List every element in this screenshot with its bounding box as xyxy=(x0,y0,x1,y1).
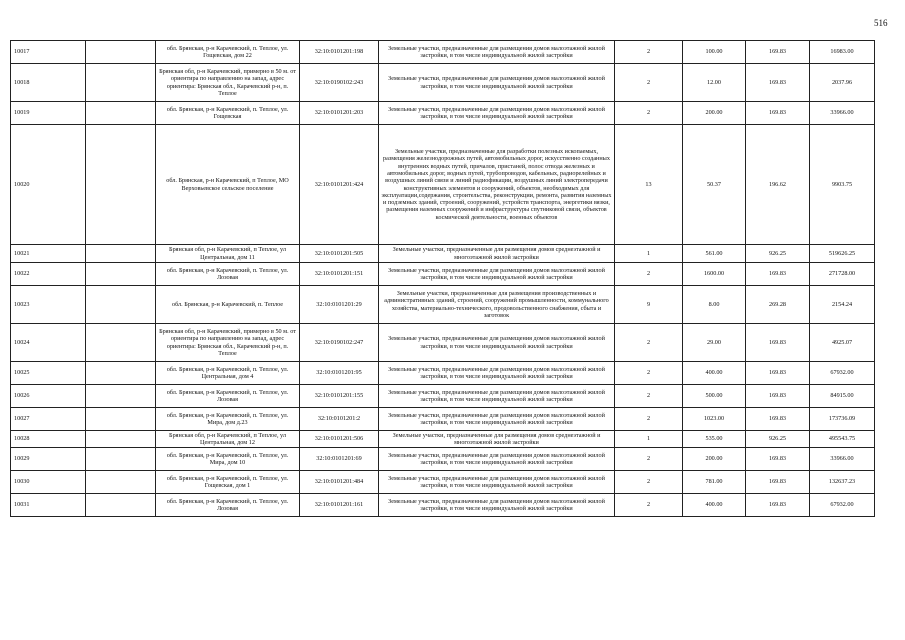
rate-cell: 169.83 xyxy=(746,263,810,286)
area-cell: 535.00 xyxy=(683,431,746,448)
empty-cell xyxy=(86,408,156,431)
rate-cell: 926.25 xyxy=(746,245,810,263)
table-row xyxy=(11,494,875,517)
cadastral-value-cell: 271728.00 xyxy=(810,263,875,286)
area-cell: 29.00 xyxy=(683,324,746,362)
area-cell: 200.00 xyxy=(683,102,746,125)
cadastral-number-cell: 32:10:0101201:155 xyxy=(300,385,379,408)
purpose-code-cell: 2 xyxy=(615,263,683,286)
land-purpose-cell: Земельные участки, предназначенные для размещения домов среднеэтажной и многоэтажной жилой застройки xyxy=(379,245,615,263)
cadastral-value-cell: 9903.75 xyxy=(810,125,875,245)
table-row xyxy=(11,245,875,263)
land-purpose-cell: Земельные участки, предназначенные для размещения домов среднеэтажной и многоэтажной жилой застройки xyxy=(379,431,615,448)
land-purpose-cell: Земельные участки, предназначенные для размещения домов малоэтажной жилой застройки, в том числе индивидуальной жилой застройки xyxy=(379,448,615,471)
table-row xyxy=(11,286,875,324)
rate-cell: 169.83 xyxy=(746,494,810,517)
empty-cell xyxy=(86,324,156,362)
table-row xyxy=(11,125,875,245)
land-purpose-cell: Земельные участки, предназначенные для размещения домов малоэтажной жилой застройки, в том числе индивидуальной жилой застройки xyxy=(379,102,615,125)
table-row xyxy=(11,263,875,286)
cadastral-number-cell: 32:10:0101201:29 xyxy=(300,286,379,324)
empty-cell xyxy=(86,494,156,517)
empty-cell xyxy=(86,431,156,448)
purpose-code-cell: 1 xyxy=(615,431,683,448)
row-number-cell: 10019 xyxy=(11,102,86,125)
rate-cell: 169.83 xyxy=(746,41,810,64)
row-number-cell: 10017 xyxy=(11,41,86,64)
table-row xyxy=(11,362,875,385)
area-cell: 500.00 xyxy=(683,385,746,408)
purpose-code-cell: 1 xyxy=(615,245,683,263)
rate-cell: 269.28 xyxy=(746,286,810,324)
land-purpose-cell: Земельные участки, предназначенные для размещения домов малоэтажной жилой застройки, в том числе индивидуальной жилой застройки xyxy=(379,471,615,494)
land-purpose-cell: Земельные участки, предназначенные для размещения домов малоэтажной жилой застройки, в том числе индивидуальной жилой застройки xyxy=(379,385,615,408)
row-number-cell: 10031 xyxy=(11,494,86,517)
row-number-cell: 10024 xyxy=(11,324,86,362)
purpose-code-cell: 2 xyxy=(615,41,683,64)
row-number-cell: 10027 xyxy=(11,408,86,431)
row-number-cell: 10025 xyxy=(11,362,86,385)
address-cell: Брянская обл, р-н Карачевский, п Теплое, ул Центральная, дом 12 xyxy=(156,431,300,448)
land-purpose-cell: Земельные участки, предназначенные для разработки полезных ископаемых, размещения железнодорожных путей, автомобильных дорог, искусственно созданных внутренних водных путей, причалов, пристаней, полос отвода железных и автомобильных дорог, водных путей, трубопроводов, кабельных, радиорелейных и воздушных линий связи и линий радиофикации, воздушных линий электропередачи конструктивных элементов и сооружений, объектов, необходимых для эксплуатации,содержания, строительства, реконструкции, ремонта, развития наземных и подземных зданий, строений, сооружений, устройств транспорта, энергетики вязки, размещения наземных сооружений и инфраструктуры спутниковой связи, объектов космической деятельности, военных объектов xyxy=(379,125,615,245)
land-purpose-cell: Земельные участки, предназначенные для размещения домов малоэтажной жилой застройки, в том числе индивидуальной жилой застройки xyxy=(379,41,615,64)
empty-cell xyxy=(86,41,156,64)
page-number: 516 xyxy=(874,18,888,28)
rate-cell: 169.83 xyxy=(746,102,810,125)
rate-cell: 196.62 xyxy=(746,125,810,245)
empty-cell xyxy=(86,448,156,471)
cadastral-value-cell: 16983.00 xyxy=(810,41,875,64)
land-purpose-cell: Земельные участки, предназначенные для размещения домов малоэтажной жилой застройки, в том числе индивидуальной жилой застройки xyxy=(379,324,615,362)
cadastral-number-cell: 32:10:0190102:247 xyxy=(300,324,379,362)
cadastral-value-cell: 2154.24 xyxy=(810,286,875,324)
cadastral-value-cell: 33966.00 xyxy=(810,448,875,471)
cadastral-value-cell: 84915.00 xyxy=(810,385,875,408)
area-cell: 400.00 xyxy=(683,494,746,517)
cadastral-number-cell: 32:10:0101201:484 xyxy=(300,471,379,494)
row-number-cell: 10030 xyxy=(11,471,86,494)
empty-cell xyxy=(86,245,156,263)
table-body xyxy=(11,41,875,517)
area-cell: 200.00 xyxy=(683,448,746,471)
table-row xyxy=(11,324,875,362)
empty-cell xyxy=(86,263,156,286)
purpose-code-cell: 13 xyxy=(615,125,683,245)
table-row xyxy=(11,41,875,64)
empty-cell xyxy=(86,64,156,102)
cadastral-value-cell: 173736.09 xyxy=(810,408,875,431)
cadastral-value-cell: 67932.00 xyxy=(810,362,875,385)
address-cell: обл. Брянская, р-н Карачевский, п. Теплое, ул. Лозовая xyxy=(156,385,300,408)
table-row xyxy=(11,408,875,431)
cadastral-number-cell: 32:10:0190102:243 xyxy=(300,64,379,102)
row-number-cell: 10023 xyxy=(11,286,86,324)
area-cell: 1023.00 xyxy=(683,408,746,431)
table-row xyxy=(11,431,875,448)
address-cell: Брянская обл, р-н Карачевский, п Теплое, ул Центральная, дом 11 xyxy=(156,245,300,263)
empty-cell xyxy=(86,125,156,245)
address-cell: Брянская обл, р-н Карачевский, примерно в 50 м. от ориентира по направлению на запад, адрес ориентира: Брянская обл., Карачевский р-н, п. Теплое xyxy=(156,324,300,362)
purpose-code-cell: 2 xyxy=(615,362,683,385)
purpose-code-cell: 2 xyxy=(615,494,683,517)
row-number-cell: 10029 xyxy=(11,448,86,471)
cadastral-value-cell: 67932.00 xyxy=(810,494,875,517)
land-purpose-cell: Земельные участки, предназначенные для размещения домов малоэтажной жилой застройки, в том числе индивидуальной жилой застройки xyxy=(379,408,615,431)
rate-cell: 169.83 xyxy=(746,324,810,362)
area-cell: 8.00 xyxy=(683,286,746,324)
purpose-code-cell: 2 xyxy=(615,408,683,431)
empty-cell xyxy=(86,385,156,408)
rate-cell: 169.83 xyxy=(746,385,810,408)
empty-cell xyxy=(86,471,156,494)
land-purpose-cell: Земельные участки, предназначенные для размещения производственных и административных зданий, строений, сооружений промышленности, коммунального хозяйства, материально-технического, продовольственного снабжения, сбыта и заготовок xyxy=(379,286,615,324)
area-cell: 1600.00 xyxy=(683,263,746,286)
cadastral-value-cell: 132637.23 xyxy=(810,471,875,494)
cadastral-number-cell: 32:10:0101201:198 xyxy=(300,41,379,64)
table-row xyxy=(11,385,875,408)
table-row xyxy=(11,471,875,494)
purpose-code-cell: 2 xyxy=(615,102,683,125)
address-cell: обл. Брянская, р-н Карачевский, п. Теплое, ул. Гощевская, дом 1 xyxy=(156,471,300,494)
address-cell: обл. Брянская, р-н Карачевский, п. Теплое, ул. Центральная, дом 4 xyxy=(156,362,300,385)
table-row xyxy=(11,64,875,102)
land-purpose-cell: Земельные участки, предназначенные для размещения домов малоэтажной жилой застройки, в том числе индивидуальной жилой застройки xyxy=(379,64,615,102)
purpose-code-cell: 9 xyxy=(615,286,683,324)
purpose-code-cell: 2 xyxy=(615,324,683,362)
cadastral-number-cell: 32:10:0101201:203 xyxy=(300,102,379,125)
land-purpose-cell: Земельные участки, предназначенные для размещения домов малоэтажной жилой застройки, в том числе индивидуальной жилой застройки xyxy=(379,263,615,286)
address-cell: обл. Брянская, р-н Карачевский, п. Теплое, ул. Гощевская xyxy=(156,102,300,125)
address-cell: обл. Брянская, р-н Карачевский, п. Теплое, ул. Лозовая xyxy=(156,263,300,286)
row-number-cell: 10020 xyxy=(11,125,86,245)
empty-cell xyxy=(86,362,156,385)
area-cell: 400.00 xyxy=(683,362,746,385)
area-cell: 12.00 xyxy=(683,64,746,102)
row-number-cell: 10026 xyxy=(11,385,86,408)
cadastral-value-cell: 495543.75 xyxy=(810,431,875,448)
cadastral-number-cell: 32:10:0101201:69 xyxy=(300,448,379,471)
table-row xyxy=(11,102,875,125)
area-cell: 781.00 xyxy=(683,471,746,494)
purpose-code-cell: 2 xyxy=(615,448,683,471)
address-cell: обл. Брянская, р-н Карачевский, п Теплое, МО Верховьевское сельское поселение xyxy=(156,125,300,245)
cadastral-number-cell: 32:10:0101201:505 xyxy=(300,245,379,263)
cadastral-number-cell: 32:10:0101201:95 xyxy=(300,362,379,385)
area-cell: 100.00 xyxy=(683,41,746,64)
rate-cell: 169.83 xyxy=(746,471,810,494)
address-cell: обл. Брянская, р-н Карачевский, п. Теплое xyxy=(156,286,300,324)
row-number-cell: 10021 xyxy=(11,245,86,263)
address-cell: обл. Брянская, р-н Карачевский, п. Теплое, ул. Лозовая xyxy=(156,494,300,517)
table-row xyxy=(11,448,875,471)
cadastral-number-cell: 32:10:0101201:506 xyxy=(300,431,379,448)
rate-cell: 169.83 xyxy=(746,408,810,431)
rate-cell: 169.83 xyxy=(746,64,810,102)
row-number-cell: 10018 xyxy=(11,64,86,102)
address-cell: Брянская обл, р-н Карачевский, примерно в 50 м. от ориентира по направлению на запад, адрес ориентира: Брянская обл., Карачевский р-н, п. Теплое xyxy=(156,64,300,102)
empty-cell xyxy=(86,286,156,324)
purpose-code-cell: 2 xyxy=(615,385,683,408)
cadastral-value-cell: 33966.00 xyxy=(810,102,875,125)
rate-cell: 169.83 xyxy=(746,362,810,385)
cadastral-value-cell: 4925.07 xyxy=(810,324,875,362)
land-purpose-cell: Земельные участки, предназначенные для размещения домов малоэтажной жилой застройки, в том числе индивидуальной жилой застройки xyxy=(379,494,615,517)
cadastral-value-cell: 2037.96 xyxy=(810,64,875,102)
address-cell: обл. Брянская, р-н Карачевский, п. Теплое, ул. Гощевская, дом 22 xyxy=(156,41,300,64)
rate-cell: 926.25 xyxy=(746,431,810,448)
cadastral-value-cell: 519626.25 xyxy=(810,245,875,263)
land-purpose-cell: Земельные участки, предназначенные для размещения домов малоэтажной жилой застройки, в том числе индивидуальной жилой застройки xyxy=(379,362,615,385)
area-cell: 561.00 xyxy=(683,245,746,263)
row-number-cell: 10028 xyxy=(11,431,86,448)
land-plots-table xyxy=(10,40,875,517)
cadastral-number-cell: 32:10:0101201:151 xyxy=(300,263,379,286)
area-cell: 50.37 xyxy=(683,125,746,245)
address-cell: обл. Брянская, р-н Карачевский, п. Теплое, ул. Мира, дом д.23 xyxy=(156,408,300,431)
purpose-code-cell: 2 xyxy=(615,471,683,494)
address-cell: обл. Брянская, р-н Карачевский, п. Теплое, ул. Мира, дом 10 xyxy=(156,448,300,471)
cadastral-number-cell: 32:10:0101201:424 xyxy=(300,125,379,245)
cadastral-number-cell: 32:10:0101201:2 xyxy=(300,408,379,431)
empty-cell xyxy=(86,102,156,125)
cadastral-number-cell: 32:10:0101201:161 xyxy=(300,494,379,517)
row-number-cell: 10022 xyxy=(11,263,86,286)
rate-cell: 169.83 xyxy=(746,448,810,471)
purpose-code-cell: 2 xyxy=(615,64,683,102)
